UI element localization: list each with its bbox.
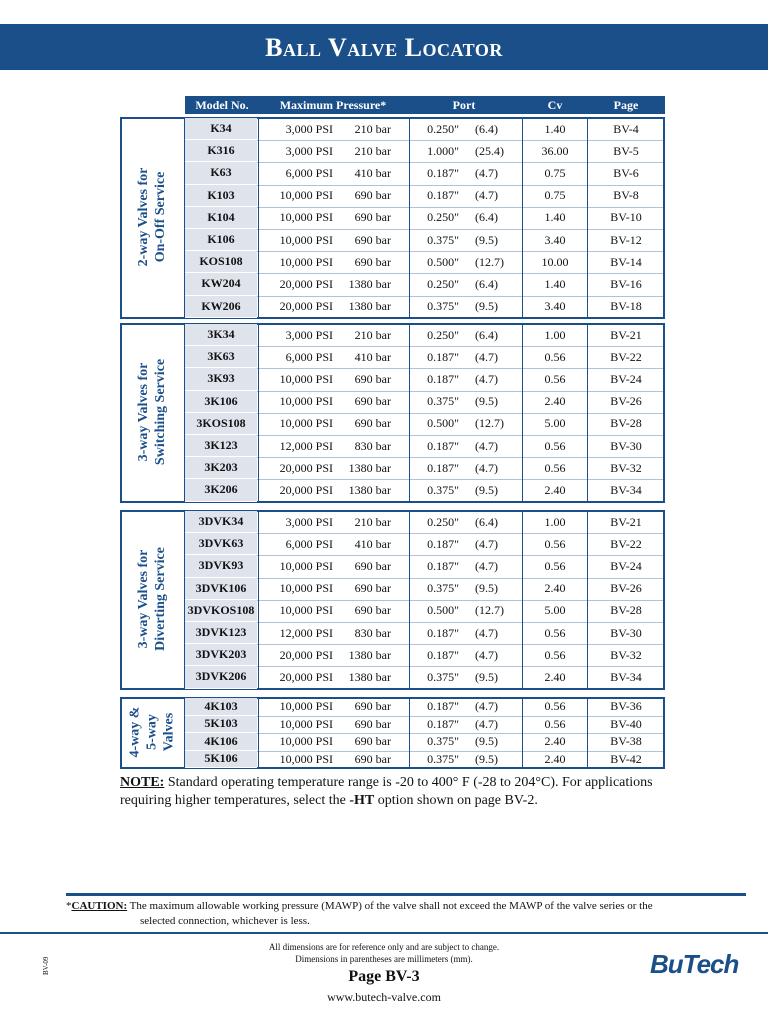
table-cell: 1.00: [544, 327, 566, 342]
table-cell: 0.56: [544, 371, 566, 386]
table-cell: 36.00: [541, 143, 569, 158]
table-row: [185, 435, 665, 457]
table-cell: 1380 bar: [348, 482, 391, 497]
table-cell: 5.00: [544, 603, 566, 618]
note-text-2: option shown on page BV-2.: [374, 793, 538, 808]
title-banner: [0, 24, 768, 70]
table-row: [185, 296, 665, 318]
table-cell: 0.250": [427, 121, 459, 136]
table-cell: 690 bar: [354, 581, 391, 596]
table-cell: 0.56: [544, 716, 566, 731]
table-row: [185, 413, 665, 435]
table-cell: BV-22: [610, 536, 642, 551]
group-label-line: 4-way &: [127, 706, 143, 758]
table-cell: (25.4): [475, 143, 504, 158]
table-cell: 3DVK34: [185, 511, 257, 533]
table-cell: (6.4): [475, 210, 498, 225]
table-cell: 4K106: [185, 733, 257, 751]
table-row: [185, 666, 665, 688]
table-cell: BV-30: [610, 438, 642, 453]
table-cell: (4.7): [475, 647, 498, 662]
table-cell: 3DVKOS108: [185, 600, 257, 622]
table-cell: BV-18: [610, 299, 642, 314]
table-cell: 3DVK123: [185, 622, 257, 644]
group-label-line: On-Off Service: [153, 171, 168, 263]
table-cell: BV-34: [610, 669, 642, 684]
table-row: [185, 511, 665, 533]
table-cell: 0.56: [544, 460, 566, 475]
table-cell: (4.7): [475, 699, 498, 714]
table-row: [185, 555, 665, 577]
table-row: [185, 622, 665, 644]
table-cell: 3DVK63: [185, 533, 257, 555]
table-cell: (4.7): [475, 188, 498, 203]
table-cell: 3.40: [544, 299, 566, 314]
table-cell: (9.5): [475, 669, 498, 684]
table-cell: (9.5): [475, 734, 498, 749]
table-cell: (6.4): [475, 514, 498, 529]
caution: [66, 899, 756, 929]
table-cell: 10,000 PSI: [279, 558, 333, 573]
table-cell: 0.187": [427, 647, 459, 662]
table-cell: BV-10: [610, 210, 642, 225]
table-cell: (4.7): [475, 716, 498, 731]
table-cell: BV-34: [610, 482, 642, 497]
table-cell: BV-24: [610, 558, 642, 573]
table-cell: 0.75: [544, 165, 566, 180]
table-cell: 10,000 PSI: [279, 581, 333, 596]
table-cell: 210 bar: [354, 143, 391, 158]
table-cell: BV-21: [610, 327, 642, 342]
table-cell: BV-8: [613, 188, 639, 203]
table-cell: 0.500": [427, 603, 459, 618]
table-cell: BV-4: [613, 121, 639, 136]
caution-label: CAUTION:: [71, 900, 128, 912]
table-cell: KOS108: [185, 251, 257, 273]
col-model: Model No.: [195, 98, 249, 112]
table-row: [185, 118, 665, 140]
table-cell: 5K106: [185, 751, 257, 769]
caution-rule-top: [66, 893, 746, 896]
table-cell: 20,000 PSI: [279, 647, 333, 662]
footer-rule: [0, 932, 768, 934]
table-cell: BV-26: [610, 581, 642, 596]
table-cell: 3K63: [185, 346, 257, 368]
note: [120, 774, 680, 810]
table-cell: 210 bar: [354, 514, 391, 529]
table-cell: BV-40: [610, 716, 642, 731]
table-cell: 3DVK203: [185, 644, 257, 666]
table-cell: BV-16: [610, 276, 642, 291]
table-cell: (9.5): [475, 394, 498, 409]
table-cell: 3K34: [185, 324, 257, 346]
table-cell: (6.4): [475, 276, 498, 291]
table-cell: 0.187": [427, 371, 459, 386]
table-cell: K316: [185, 140, 257, 162]
group-label-line: 5-way: [144, 714, 160, 750]
table-cell: KW204: [185, 273, 257, 295]
table-cell: (6.4): [475, 327, 498, 342]
caution-text-1: The maximum allowable working pressure (MAWP) of the valve shall not exceed the MAWP of the valve series or the: [127, 900, 653, 912]
table-row: [185, 162, 665, 184]
table-row: [185, 644, 665, 666]
table-cell: 0.56: [544, 558, 566, 573]
table-cell: 0.375": [427, 751, 459, 766]
table-cell: 0.375": [427, 232, 459, 247]
table-cell: (9.5): [475, 751, 498, 766]
page-number: Page BV-3: [348, 968, 420, 985]
table-cell: 1380 bar: [348, 460, 391, 475]
table-cell: 690 bar: [354, 188, 391, 203]
group-label: [120, 323, 184, 501]
table-cell: BV-22: [610, 349, 642, 364]
table-cell: 1.40: [544, 276, 566, 291]
table-cell: BV-26: [610, 394, 642, 409]
table-cell: 10,000 PSI: [279, 254, 333, 269]
table-cell: BV-36: [610, 699, 642, 714]
col-page: Page: [613, 98, 639, 112]
table-row: [185, 600, 665, 622]
table-cell: 690 bar: [354, 416, 391, 431]
table-cell: 12,000 PSI: [279, 625, 333, 640]
table-cell: (4.7): [475, 438, 498, 453]
table-cell: 5.00: [544, 416, 566, 431]
table-cell: 0.375": [427, 482, 459, 497]
table-cell: 0.56: [544, 438, 566, 453]
table-cell: (4.7): [475, 349, 498, 364]
table-row: [185, 698, 665, 716]
table-cell: 1.000": [427, 143, 459, 158]
table-cell: 830 bar: [354, 438, 391, 453]
table-cell: BV-12: [610, 232, 642, 247]
butech-logo: BuTech: [650, 949, 739, 979]
table-cell: 3DVK93: [185, 555, 257, 577]
table-cell: 0.187": [427, 438, 459, 453]
table-cell: 1380 bar: [348, 669, 391, 684]
table-cell: 210 bar: [354, 121, 391, 136]
table-header: [185, 96, 665, 114]
table-cell: 10,000 PSI: [279, 699, 333, 714]
table-cell: 0.56: [544, 625, 566, 640]
table-cell: 0.500": [427, 416, 459, 431]
table-cell: 3,000 PSI: [285, 327, 333, 342]
table-cell: 410 bar: [354, 165, 391, 180]
table-cell: (9.5): [475, 232, 498, 247]
note-text-1: Standard operating temperature range is -20 to 400° F (-28 to 204°C). For applications requiring higher temperatures, select the: [120, 775, 653, 808]
table-row: [185, 578, 665, 600]
col-cv: Cv: [547, 98, 563, 112]
table-row: [185, 229, 665, 251]
table-cell: 10,000 PSI: [279, 734, 333, 749]
table-cell: 690 bar: [354, 716, 391, 731]
footnote-1: All dimensions are for reference only and are subject to change.: [268, 942, 500, 952]
table-cell: 0.250": [427, 514, 459, 529]
group-label: [120, 117, 184, 317]
table-row: [185, 185, 665, 207]
table-cell: (12.7): [475, 254, 504, 269]
table-cell: 690 bar: [354, 699, 391, 714]
table-cell: 10,000 PSI: [279, 716, 333, 731]
table-cell: K34: [185, 118, 257, 140]
table-cell: 3K203: [185, 457, 257, 479]
table-cell: 20,000 PSI: [279, 460, 333, 475]
table-cell: 10,000 PSI: [279, 394, 333, 409]
table-row: [185, 251, 665, 273]
page-title: Ball Valve Locator: [265, 33, 503, 62]
caution-star: *: [66, 900, 72, 912]
table-cell: 3DVK106: [185, 578, 257, 600]
table-cell: BV-32: [610, 460, 642, 475]
table-cell: 3K123: [185, 435, 257, 457]
table-cell: 3DVK206: [185, 666, 257, 688]
table-cell: 1.40: [544, 210, 566, 225]
table-cell: 0.250": [427, 327, 459, 342]
table-cell: (12.7): [475, 603, 504, 618]
table-cell: 4K103: [185, 698, 257, 716]
table-cell: 690 bar: [354, 232, 391, 247]
table-cell: 830 bar: [354, 625, 391, 640]
table-cell: 20,000 PSI: [279, 299, 333, 314]
table-cell: (9.5): [475, 482, 498, 497]
table-cell: BV-38: [610, 734, 642, 749]
table-cell: BV-42: [610, 751, 642, 766]
col-pressure: Maximum Pressure*: [279, 98, 387, 112]
table-cell: BV-24: [610, 371, 642, 386]
table-row: [185, 324, 665, 346]
table-cell: BV-6: [613, 165, 639, 180]
table-cell: 3K106: [185, 391, 257, 413]
table-cell: (4.7): [475, 460, 498, 475]
table-cell: 0.187": [427, 716, 459, 731]
table-cell: 0.56: [544, 647, 566, 662]
table-cell: BV-14: [610, 254, 642, 269]
table-cell: BV-28: [610, 416, 642, 431]
table-cell: (12.7): [475, 416, 504, 431]
table-cell: 2.40: [544, 669, 566, 684]
table-cell: (6.4): [475, 121, 498, 136]
table-row: [185, 273, 665, 295]
table-cell: 6,000 PSI: [285, 165, 333, 180]
table-cell: 0.375": [427, 734, 459, 749]
table-cell: 0.75: [544, 188, 566, 203]
table-cell: BV-32: [610, 647, 642, 662]
table-cell: 690 bar: [354, 603, 391, 618]
table-cell: 3,000 PSI: [285, 143, 333, 158]
table-row: [185, 368, 665, 390]
col-port: Port: [452, 98, 476, 112]
table-cell: 20,000 PSI: [279, 482, 333, 497]
table-cell: 0.187": [427, 165, 459, 180]
table-row: [185, 207, 665, 229]
caution-text-2: selected connection, whichever is less.: [140, 915, 310, 927]
group-label-line: Valves: [161, 712, 177, 752]
table-cell: BV-5: [613, 143, 639, 158]
table-cell: 2.40: [544, 734, 566, 749]
group-label-text: [135, 168, 169, 267]
table-cell: 20,000 PSI: [279, 669, 333, 684]
group-label: [120, 510, 184, 688]
table-cell: 3KOS108: [185, 413, 257, 435]
table-cell: 2.40: [544, 751, 566, 766]
table-cell: 1.40: [544, 121, 566, 136]
table-cell: 0.187": [427, 188, 459, 203]
table-cell: (9.5): [475, 299, 498, 314]
note-label: NOTE:: [120, 775, 165, 790]
table-cell: 0.56: [544, 349, 566, 364]
table-cell: 0.500": [427, 254, 459, 269]
group-label-text: [127, 707, 178, 758]
table-row: [185, 533, 665, 555]
table-row: [185, 479, 665, 501]
table-cell: 1380 bar: [348, 647, 391, 662]
group-label: [120, 697, 184, 767]
table-cell: 10,000 PSI: [279, 751, 333, 766]
table-cell: 0.187": [427, 536, 459, 551]
table-cell: 690 bar: [354, 734, 391, 749]
group-label-line: 3-way Valves for: [136, 362, 151, 462]
table-cell: 690 bar: [354, 751, 391, 766]
table-cell: K63: [185, 162, 257, 184]
table-cell: 0.187": [427, 558, 459, 573]
table-cell: 10,000 PSI: [279, 371, 333, 386]
table-row: [185, 346, 665, 368]
table-cell: 5K103: [185, 716, 257, 734]
group-label-line: Switching Service: [153, 358, 168, 465]
table-cell: BV-30: [610, 625, 642, 640]
table-cell: 3K93: [185, 368, 257, 390]
table-cell: 690 bar: [354, 254, 391, 269]
table-cell: 0.375": [427, 299, 459, 314]
table-cell: 1.00: [544, 514, 566, 529]
table-row: [185, 716, 665, 734]
group-label-line: Diverting Service: [153, 546, 168, 651]
table-cell: (4.7): [475, 625, 498, 640]
group-label-text: [135, 547, 169, 651]
side-code: BV-09: [42, 956, 50, 975]
group-label-text: [135, 359, 169, 465]
table-cell: 10,000 PSI: [279, 188, 333, 203]
table-cell: 10,000 PSI: [279, 232, 333, 247]
table-cell: 10.00: [541, 254, 569, 269]
website-link[interactable]: www.butech-valve.com: [327, 990, 441, 1004]
table-cell: 0.187": [427, 349, 459, 364]
table-cell: (4.7): [475, 165, 498, 180]
table-cell: BV-21: [610, 514, 642, 529]
table-cell: BV-28: [610, 603, 642, 618]
table-cell: 0.375": [427, 581, 459, 596]
table-cell: 10,000 PSI: [279, 416, 333, 431]
table-cell: 690 bar: [354, 210, 391, 225]
table-cell: 0.56: [544, 699, 566, 714]
table-cell: 0.375": [427, 394, 459, 409]
table-cell: 690 bar: [354, 371, 391, 386]
table-cell: 1380 bar: [348, 299, 391, 314]
table-cell: 10,000 PSI: [279, 603, 333, 618]
table-cell: 0.187": [427, 699, 459, 714]
table-cell: K104: [185, 207, 257, 229]
table-cell: 690 bar: [354, 558, 391, 573]
table-cell: 410 bar: [354, 349, 391, 364]
table-cell: 6,000 PSI: [285, 349, 333, 364]
table-row: [185, 140, 665, 162]
table-cell: (9.5): [475, 581, 498, 596]
table-cell: 3,000 PSI: [285, 121, 333, 136]
table-cell: 0.56: [544, 536, 566, 551]
table-cell: (4.7): [475, 371, 498, 386]
table-cell: 3K206: [185, 479, 257, 501]
table-cell: (4.7): [475, 558, 498, 573]
table-cell: 410 bar: [354, 536, 391, 551]
table-cell: 12,000 PSI: [279, 438, 333, 453]
table-cell: 690 bar: [354, 394, 391, 409]
table-cell: KW206: [185, 296, 257, 318]
table-cell: 0.187": [427, 625, 459, 640]
table-cell: 2.40: [544, 394, 566, 409]
table-row: [185, 733, 665, 751]
table-cell: 0.187": [427, 460, 459, 475]
table-cell: 0.250": [427, 276, 459, 291]
table-cell: 2.40: [544, 482, 566, 497]
table-cell: 3.40: [544, 232, 566, 247]
table-cell: 20,000 PSI: [279, 276, 333, 291]
table-row: [185, 391, 665, 413]
table-row: [185, 457, 665, 479]
table-cell: (4.7): [475, 536, 498, 551]
table-cell: 210 bar: [354, 327, 391, 342]
table-cell: K103: [185, 185, 257, 207]
table-cell: 10,000 PSI: [279, 210, 333, 225]
table-cell: 6,000 PSI: [285, 536, 333, 551]
table-cell: K106: [185, 229, 257, 251]
table-cell: 0.375": [427, 669, 459, 684]
note-bold: -HT: [349, 793, 375, 808]
table-cell: 1380 bar: [348, 276, 391, 291]
table-cell: 2.40: [544, 581, 566, 596]
table-row: [185, 751, 665, 769]
footnote-2: Dimensions in parentheses are millimeters (mm).: [295, 954, 473, 964]
table-cell: 3,000 PSI: [285, 514, 333, 529]
table-cell: 0.250": [427, 210, 459, 225]
group-label-line: 3-way Valves for: [136, 549, 151, 649]
group-label-line: 2-way Valves for: [136, 167, 151, 267]
